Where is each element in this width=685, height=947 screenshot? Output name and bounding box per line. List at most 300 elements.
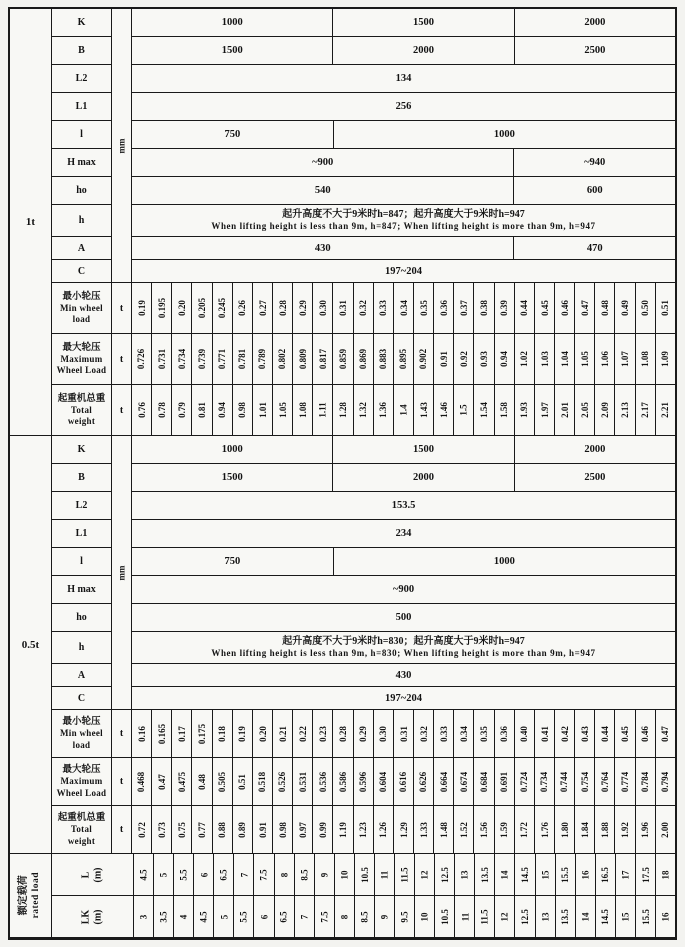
value-cell: 1.56	[474, 806, 494, 854]
value-cell: 0.505	[213, 758, 233, 806]
value-cell: 0.684	[474, 758, 494, 806]
value-cell: 6.5	[275, 896, 295, 938]
value-cell: 0.30	[313, 283, 333, 334]
dim-value-cell: 430	[132, 237, 514, 260]
dim-value-cell: 1000	[334, 548, 675, 576]
value-cell: 0.802	[273, 334, 293, 385]
value-cell: 0.51	[656, 283, 675, 334]
value-cell: 0.94	[213, 385, 233, 436]
unit-t-cell: t	[112, 334, 132, 385]
value-cell: 12.5	[435, 854, 455, 896]
value-cell: 1.05	[575, 334, 595, 385]
value-cell: 1.28	[333, 385, 353, 436]
value-cell: 1.06	[595, 334, 615, 385]
value-cell: 0.35	[414, 283, 434, 334]
value-cell: 2.13	[615, 385, 635, 436]
value-cell: 5.5	[234, 896, 254, 938]
value-cell: 1.05	[273, 385, 293, 436]
value-cell: 0.596	[354, 758, 374, 806]
value-cell: 11	[455, 896, 475, 938]
max-wheel-load-values	[132, 334, 675, 385]
value-cell: 3.5	[154, 896, 174, 938]
dim-value-cell: 197~204	[132, 687, 675, 710]
min-wheel-load-label: 最小轮压 Min wheel load	[52, 710, 112, 758]
dim-value-cell: 750	[132, 121, 334, 149]
dim-value-cell: 起升高度不大于9米时h=830；起升高度大于9米时h=947 When lifting height is less than 9m, h=830; When lifting height is more than 9m, h=947	[132, 632, 675, 664]
value-cell: 0.27	[253, 283, 273, 334]
value-cell: 17.5	[636, 854, 656, 896]
dim-value-cell: 1000	[334, 121, 675, 149]
value-cell: 0.739	[192, 334, 212, 385]
row-label-B: B	[52, 464, 112, 492]
row-label-ho: ho	[52, 177, 112, 205]
value-cell: 0.744	[555, 758, 575, 806]
value-cell: 15	[536, 854, 556, 896]
dim-value-cell: 2500	[515, 37, 675, 65]
unit-t-cell: t	[112, 758, 132, 806]
value-cell: 4	[174, 896, 194, 938]
row-label-Hmax: H max	[52, 149, 112, 177]
value-cell: 0.37	[454, 283, 474, 334]
value-cell: 1.01	[253, 385, 273, 436]
value-cell: 14	[495, 854, 515, 896]
value-cell: 9	[375, 896, 395, 938]
value-cell: 0.38	[474, 283, 494, 334]
value-cell: 1.58	[495, 385, 515, 436]
row-label-A: A	[52, 237, 112, 260]
value-cell: 0.78	[152, 385, 172, 436]
dim-value-cell: ~940	[514, 149, 675, 177]
total-weight-values	[132, 806, 675, 854]
value-cell: 0.31	[394, 710, 414, 758]
dim-value-cell: 134	[132, 65, 675, 93]
value-cell: 1.08	[636, 334, 656, 385]
dim-value-cell: 500	[132, 604, 675, 632]
value-cell: 0.21	[273, 710, 293, 758]
value-cell: 1.54	[474, 385, 494, 436]
value-cell: 0.817	[313, 334, 333, 385]
value-cell: 0.76	[132, 385, 152, 436]
value-cell: 1.32	[354, 385, 374, 436]
value-cell: 0.859	[333, 334, 353, 385]
unit-mm-cell	[112, 436, 132, 710]
value-cell: 1.93	[515, 385, 535, 436]
value-cell: 1.59	[495, 806, 515, 854]
value-cell: 0.91	[434, 334, 454, 385]
unit-mm-cell	[112, 9, 132, 283]
section-1t	[10, 9, 675, 436]
value-cell: 1.33	[414, 806, 434, 854]
dim-value-cell: 2500	[515, 464, 675, 492]
value-cell: 0.18	[213, 710, 233, 758]
value-cell: 13	[455, 854, 475, 896]
value-cell: 0.754	[575, 758, 595, 806]
value-cell: 0.47	[152, 758, 172, 806]
value-cell: 0.72	[132, 806, 152, 854]
value-cell: 0.36	[495, 710, 515, 758]
value-cell: 1.07	[615, 334, 635, 385]
value-cell: 0.895	[394, 334, 414, 385]
span-L-label: L (m)	[52, 854, 134, 896]
row-label-L1: L1	[52, 93, 112, 121]
dim-value-cell: 2000	[333, 37, 514, 65]
value-cell: 6.5	[214, 854, 234, 896]
value-cell: 0.46	[555, 283, 575, 334]
value-cell: 0.175	[192, 710, 212, 758]
value-cell: 1.76	[535, 806, 555, 854]
row-total-weight	[52, 806, 675, 854]
value-cell: 0.43	[575, 710, 595, 758]
value-cell: 1.29	[394, 806, 414, 854]
value-cell: 0.531	[293, 758, 313, 806]
value-cell: 16	[656, 896, 675, 938]
value-cell: 0.46	[636, 710, 656, 758]
value-cell: 1.97	[535, 385, 555, 436]
value-cell: 1.26	[374, 806, 394, 854]
value-cell: 3	[134, 896, 154, 938]
row-label-Hmax: H max	[52, 576, 112, 604]
value-cell: 0.98	[233, 385, 253, 436]
value-cell: 13.5	[475, 854, 495, 896]
row-max-wheel-load	[52, 334, 675, 385]
value-cell: 1.88	[595, 806, 615, 854]
total-weight-label: 起重机总重 Total weight	[52, 385, 112, 436]
value-cell: 0.674	[454, 758, 474, 806]
min-wheel-load-values	[132, 710, 675, 758]
value-cell: 0.586	[333, 758, 353, 806]
value-cell: 2.09	[595, 385, 615, 436]
value-cell: 0.616	[394, 758, 414, 806]
value-cell: 15.5	[636, 896, 656, 938]
max-wheel-load-values	[132, 758, 675, 806]
value-cell: 0.30	[374, 710, 394, 758]
value-cell: 8	[335, 896, 355, 938]
value-cell: 0.626	[414, 758, 434, 806]
value-cell: 1.43	[414, 385, 434, 436]
value-cell: 0.475	[172, 758, 192, 806]
value-cell: 1.48	[434, 806, 454, 854]
min-wheel-load-values	[132, 283, 675, 334]
value-cell: 7.5	[254, 854, 274, 896]
value-cell: 7.5	[315, 896, 335, 938]
value-cell: 2.01	[555, 385, 575, 436]
value-cell: 10.5	[435, 896, 455, 938]
row-Hmax-values	[132, 576, 675, 604]
value-cell: 14.5	[515, 854, 535, 896]
row-C-values	[132, 687, 675, 710]
value-cell: 0.79	[172, 385, 192, 436]
row-label-l: l	[52, 121, 112, 149]
row-label-A: A	[52, 664, 112, 687]
value-cell: 11.5	[475, 896, 495, 938]
value-cell: 1.23	[354, 806, 374, 854]
row-Hmax-values	[132, 149, 675, 177]
row-label-ho: ho	[52, 604, 112, 632]
value-cell: 2.00	[656, 806, 675, 854]
row-h-values	[132, 632, 675, 664]
value-cell: 1.4	[394, 385, 414, 436]
value-cell: 0.764	[595, 758, 615, 806]
value-cell: 16.5	[596, 854, 616, 896]
row-B-values	[132, 37, 675, 65]
dim-value-cell: ~900	[132, 149, 514, 177]
row-total-weight	[52, 385, 675, 436]
dim-value-cell: 430	[132, 664, 675, 687]
value-cell: 0.781	[233, 334, 253, 385]
value-cell: 0.195	[152, 283, 172, 334]
value-cell: 0.28	[333, 710, 353, 758]
value-cell: 0.902	[414, 334, 434, 385]
value-cell: 0.794	[656, 758, 675, 806]
dim-value-cell: 1500	[132, 464, 333, 492]
dim-value-cell: 起升高度不大于9米时h=847；起升高度大于9米时h=947 When lifting height is less than 9m, h=847; When lifting height is more than 9m, h=947	[132, 205, 675, 237]
row-K-values	[132, 9, 675, 37]
row-min-wheel-load	[52, 710, 675, 758]
value-cell: 0.49	[615, 283, 635, 334]
row-l-values	[132, 548, 675, 576]
row-label-L1: L1	[52, 520, 112, 548]
row-l-values	[132, 121, 675, 149]
value-cell: 1.46	[434, 385, 454, 436]
dim-value-cell: 600	[514, 177, 675, 205]
span-L-values	[134, 854, 675, 896]
value-cell: 1.96	[636, 806, 656, 854]
capacity-1t-cell	[10, 9, 52, 436]
rated-load-label: 额定载荷 rated load	[18, 872, 41, 919]
row-A-values	[132, 664, 675, 687]
value-cell: 1.92	[615, 806, 635, 854]
dim-value-cell: 1500	[333, 436, 514, 464]
value-cell: 2.17	[636, 385, 656, 436]
dim-value-cell: 1000	[132, 9, 333, 37]
value-cell: 0.34	[454, 710, 474, 758]
value-cell: 6	[254, 896, 274, 938]
row-label-C: C	[52, 260, 112, 283]
value-cell: 0.48	[192, 758, 212, 806]
total-weight-values	[132, 385, 675, 436]
value-cell: 0.50	[636, 283, 656, 334]
value-cell: 0.73	[152, 806, 172, 854]
row-max-wheel-load	[52, 758, 675, 806]
value-cell: 11	[375, 854, 395, 896]
span-LK-label: LK (m)	[52, 896, 134, 938]
span-LK-values	[134, 896, 675, 938]
value-cell: 0.77	[192, 806, 212, 854]
value-cell: 1.52	[454, 806, 474, 854]
value-cell: 17	[616, 854, 636, 896]
value-cell: 0.29	[354, 710, 374, 758]
rated-load-cell	[10, 854, 52, 938]
value-cell: 0.88	[213, 806, 233, 854]
value-cell: 4.5	[194, 896, 214, 938]
value-cell: 2.05	[575, 385, 595, 436]
row-L1-values	[132, 93, 675, 121]
capacity-05t-label: 0.5t	[21, 638, 40, 651]
unit-t-cell: t	[112, 710, 132, 758]
dim-value-cell: 197~204	[132, 260, 675, 283]
value-cell: 5	[154, 854, 174, 896]
value-cell: 8.5	[355, 896, 375, 938]
dim-block-1t	[52, 9, 675, 283]
value-cell: 0.39	[495, 283, 515, 334]
row-B-values	[132, 464, 675, 492]
value-cell: 0.165	[152, 710, 172, 758]
capacity-1t-label: 1t	[25, 216, 36, 228]
unit-t-cell: t	[112, 806, 132, 854]
value-cell: 0.75	[172, 806, 192, 854]
value-cell: 0.29	[293, 283, 313, 334]
value-cell: 0.31	[333, 283, 353, 334]
value-cell: 0.724	[515, 758, 535, 806]
value-cell: 0.93	[474, 334, 494, 385]
value-cell: 0.734	[535, 758, 555, 806]
value-cell: 0.97	[293, 806, 313, 854]
value-cell: 0.41	[535, 710, 555, 758]
value-cell: 0.33	[374, 283, 394, 334]
value-cell: 0.92	[454, 334, 474, 385]
value-cell: 14.5	[596, 896, 616, 938]
dim-value-cell: 2000	[333, 464, 514, 492]
value-cell: 0.91	[253, 806, 273, 854]
row-span-LK	[52, 896, 675, 938]
row-label-h: h	[52, 205, 112, 237]
value-cell: 1.11	[313, 385, 333, 436]
value-cell: 1.08	[293, 385, 313, 436]
dim-value-cell: 2000	[515, 436, 675, 464]
value-cell: 7	[295, 896, 315, 938]
max-wheel-load-label: 最大轮压 Maximum Wheel Load	[52, 758, 112, 806]
dim-value-cell: 234	[132, 520, 675, 548]
value-cell: 0.51	[233, 758, 253, 806]
value-cell: 1.09	[656, 334, 675, 385]
value-cell: 1.04	[555, 334, 575, 385]
row-label-l: l	[52, 548, 112, 576]
row-A-values	[132, 237, 675, 260]
value-cell: 0.19	[233, 710, 253, 758]
value-cell: 13.5	[556, 896, 576, 938]
dim-value-cell: 750	[132, 548, 334, 576]
row-label-L2: L2	[52, 492, 112, 520]
value-cell: 18	[656, 854, 675, 896]
value-cell: 1.36	[374, 385, 394, 436]
value-cell: 0.604	[374, 758, 394, 806]
value-cell: 13	[536, 896, 556, 938]
value-cell: 10	[335, 854, 355, 896]
value-cell: 14	[576, 896, 596, 938]
value-cell: 1.5	[454, 385, 474, 436]
dim-value-cell: 1500	[333, 9, 514, 37]
value-cell: 11.5	[395, 854, 415, 896]
value-cell: 0.32	[414, 710, 434, 758]
row-ho-values	[132, 604, 675, 632]
value-cell: 12	[415, 854, 435, 896]
value-cell: 12	[495, 896, 515, 938]
value-cell: 15.5	[556, 854, 576, 896]
value-cell: 0.691	[495, 758, 515, 806]
value-cell: 0.726	[132, 334, 152, 385]
value-cell: 1.03	[535, 334, 555, 385]
value-cell: 0.809	[293, 334, 313, 385]
value-cell: 0.44	[595, 710, 615, 758]
unit-mm-label: mm	[116, 565, 127, 580]
min-wheel-load-label: 最小轮压 Min wheel load	[52, 283, 112, 334]
value-cell: 2.21	[656, 385, 675, 436]
unit-mm-label: mm	[116, 138, 127, 153]
row-L1-values	[132, 520, 675, 548]
value-cell: 0.32	[354, 283, 374, 334]
row-ho-values	[132, 177, 675, 205]
value-cell: 0.869	[354, 334, 374, 385]
value-cell: 0.789	[253, 334, 273, 385]
spec-table	[8, 7, 677, 940]
value-cell: 0.47	[656, 710, 675, 758]
value-cell: 0.731	[152, 334, 172, 385]
value-cell: 0.98	[273, 806, 293, 854]
value-cell: 0.205	[192, 283, 212, 334]
value-cell: 0.33	[434, 710, 454, 758]
value-cell: 0.42	[555, 710, 575, 758]
value-cell: 8.5	[295, 854, 315, 896]
row-label-K: K	[52, 436, 112, 464]
unit-t-cell: t	[112, 385, 132, 436]
section-rated-load	[10, 854, 675, 938]
value-cell: 0.526	[273, 758, 293, 806]
value-cell: 0.774	[615, 758, 635, 806]
value-cell: 1.72	[515, 806, 535, 854]
value-cell: 0.47	[575, 283, 595, 334]
value-cell: 0.664	[434, 758, 454, 806]
row-label-K: K	[52, 9, 112, 37]
dim-block-05t	[52, 436, 675, 710]
row-min-wheel-load	[52, 283, 675, 334]
row-label-C: C	[52, 687, 112, 710]
value-cell: 0.771	[213, 334, 233, 385]
value-cell: 0.35	[474, 710, 494, 758]
value-cell: 5.5	[174, 854, 194, 896]
row-label-h: h	[52, 632, 112, 664]
value-cell: 1.19	[333, 806, 353, 854]
value-cell: 0.45	[535, 283, 555, 334]
value-cell: 1.84	[575, 806, 595, 854]
dim-value-cell: 256	[132, 93, 675, 121]
value-cell: 1.02	[515, 334, 535, 385]
max-wheel-load-label: 最大轮压 Maximum Wheel Load	[52, 334, 112, 385]
value-cell: 0.20	[253, 710, 273, 758]
dim-value-cell: 1500	[132, 37, 333, 65]
value-cell: 0.17	[172, 710, 192, 758]
row-L2-values	[132, 492, 675, 520]
value-cell: 0.23	[313, 710, 333, 758]
value-cell: 0.734	[172, 334, 192, 385]
value-cell: 0.20	[172, 283, 192, 334]
capacity-05t-cell	[10, 436, 52, 854]
value-cell: 10.5	[355, 854, 375, 896]
dim-value-cell: 470	[514, 237, 675, 260]
dim-value-cell: ~900	[132, 576, 675, 604]
dim-value-cell: 2000	[515, 9, 675, 37]
value-cell: 15	[616, 896, 636, 938]
value-cell: 9.5	[395, 896, 415, 938]
value-cell: 8	[275, 854, 295, 896]
total-weight-label: 起重机总重 Total weight	[52, 806, 112, 854]
unit-t-cell: t	[112, 283, 132, 334]
value-cell: 5	[214, 896, 234, 938]
value-cell: 0.16	[132, 710, 152, 758]
row-K-values	[132, 436, 675, 464]
value-cell: 0.45	[615, 710, 635, 758]
value-cell: 1.80	[555, 806, 575, 854]
row-span-L	[52, 854, 675, 896]
